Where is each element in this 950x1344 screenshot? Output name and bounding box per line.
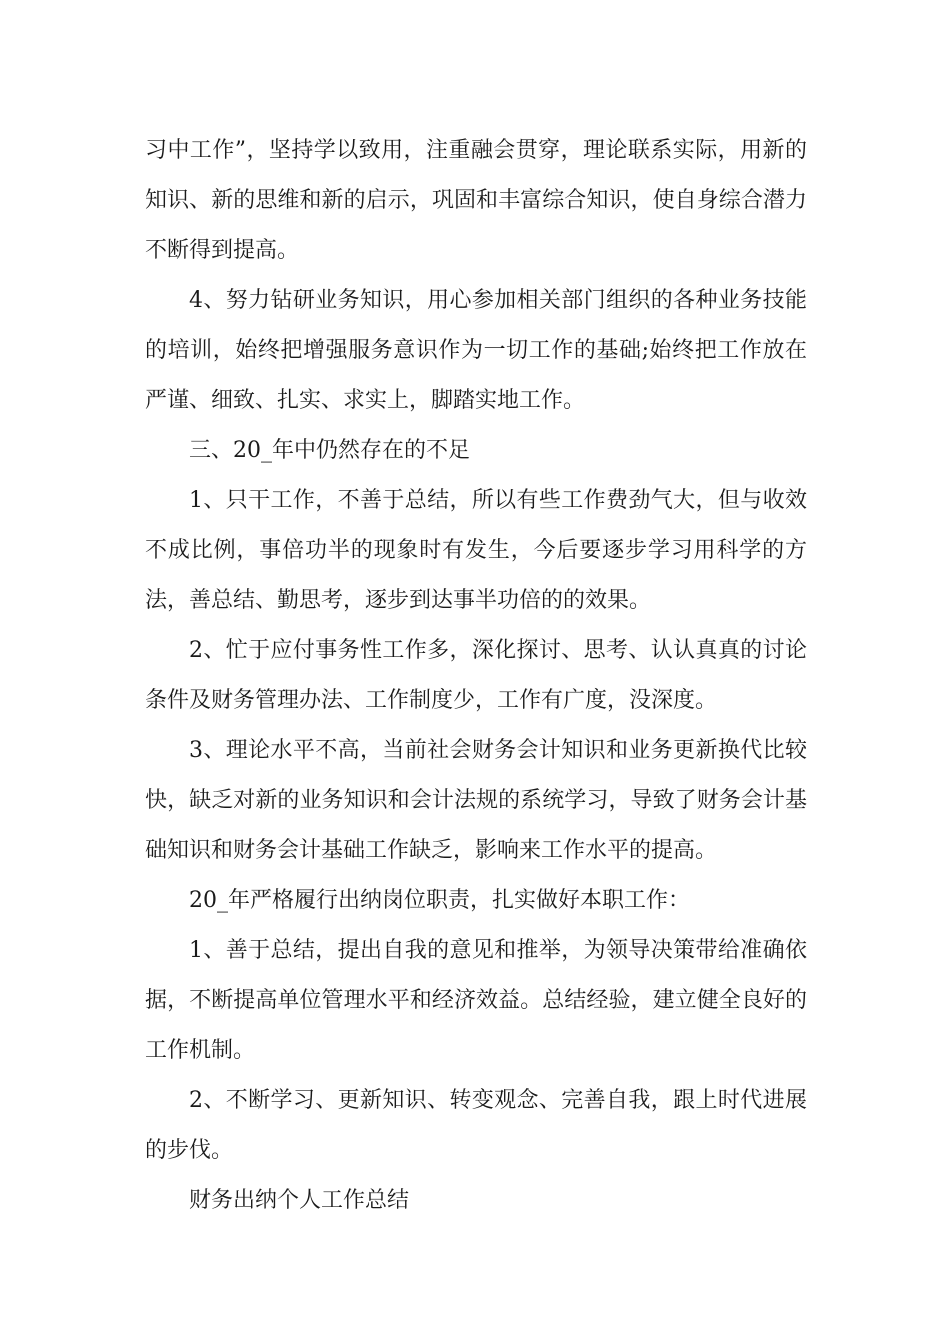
paragraph-shortcoming-3: 3、理论水平不高，当前社会财务会计知识和业务更新换代比较快，缺乏对新的业务知识和会计法规的系统学习，导致了财务会计基础知识和财务会计基础工作缺乏，影响来工作水平的提高。	[145, 738, 807, 863]
section-title-summary: 财务出纳个人工作总结	[189, 1188, 410, 1213]
section-heading-shortcomings: 三、20_年中仍然存在的不足	[189, 438, 470, 463]
paragraph-continuation: 习中工作”，坚持学以致用，注重融会贯穿，理论联系实际，用新的知识、新的思维和新的启示，巩固和丰富综合知识，使自身综合潜力不断得到提高。	[145, 138, 807, 263]
paragraph-shortcoming-2: 2、忙于应付事务性工作多，深化探讨、思考、认认真真的讨论条件及财务管理办法、工作制度少，工作有广度，没深度。	[145, 638, 807, 713]
paragraph-duty-1: 1、善于总结，提出自我的意见和推举，为领导决策带给准确依据，不断提高单位管理水平和经济效益。总结经验，建立健全良好的工作机制。	[145, 938, 807, 1063]
paragraph-duty-2: 2、不断学习、更新知识、转变观念、完善自我，跟上时代进展的步伐。	[145, 1088, 807, 1163]
paragraph-shortcoming-1: 1、只干工作，不善于总结，所以有些工作费劲气大，但与收效不成比例，事倍功半的现象时有发生，今后要逐步学习用科学的方法，善总结、勤思考，逐步到达事半功倍的的效果。	[145, 488, 807, 613]
document-body	[145, 126, 807, 1226]
paragraph-item-4: 4、努力钻研业务知识，用心参加相关部门组织的各种业务技能的培训，始终把增强服务意识作为一切工作的基础;始终把工作放在严谨、细致、扎实、求实上，脚踏实地工作。	[145, 288, 807, 413]
paragraph-duties-intro: 20_年严格履行出纳岗位职责，扎实做好本职工作：	[189, 888, 690, 913]
